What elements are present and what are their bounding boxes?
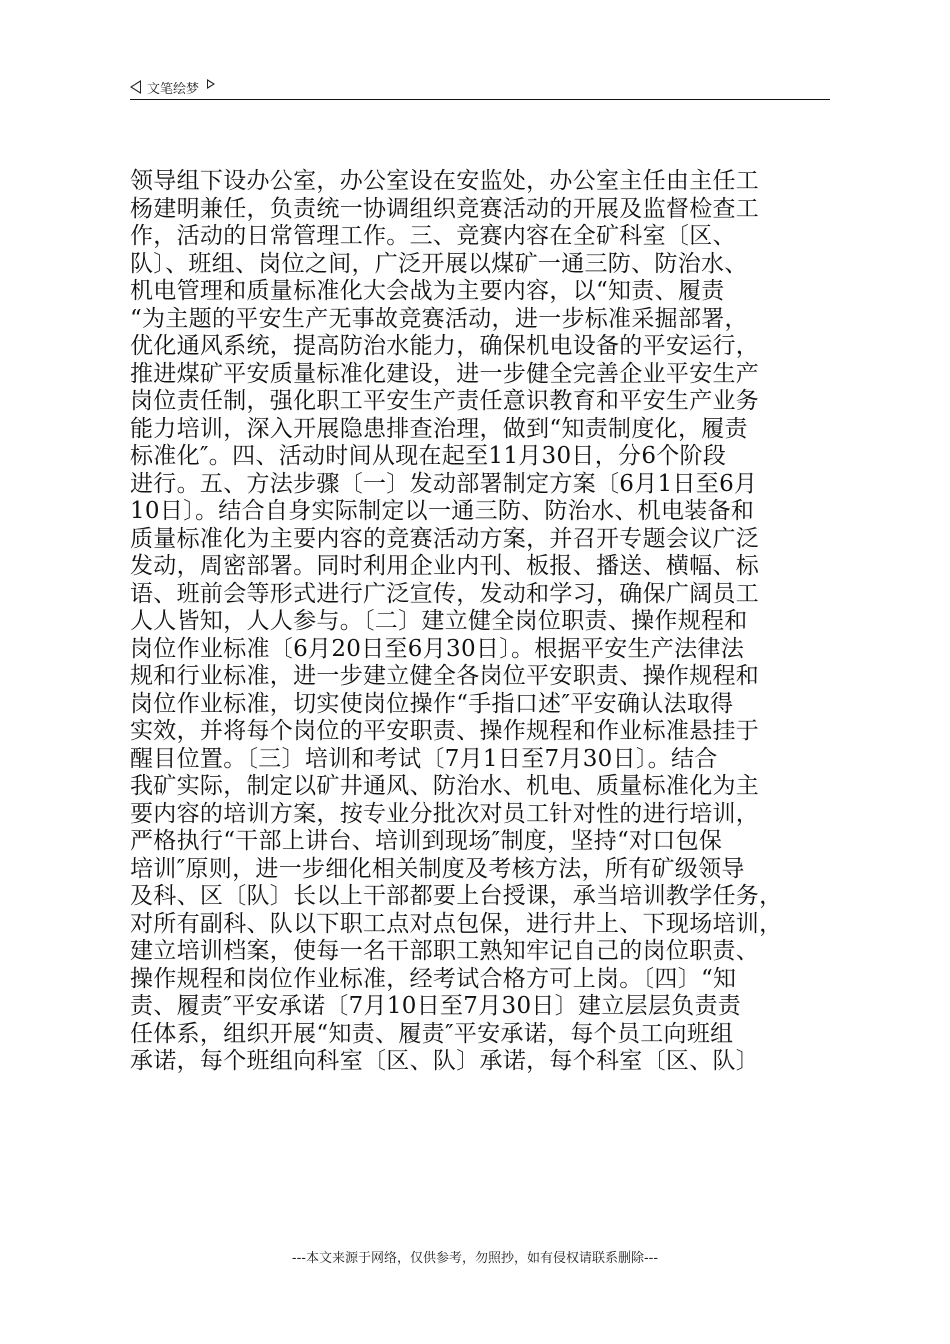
body-text <box>130 168 830 1076</box>
triangle-left-icon <box>130 80 141 94</box>
text-line: “为主题的平安生产无事故竞赛活动，进一步标准采掘部署， <box>130 305 748 332</box>
text-line: 领导组下设办公室，办公室设在安监处，办公室主任由主任工 <box>130 168 760 194</box>
header-title: 文笔绘梦 <box>147 81 200 97</box>
text-line: 严格执行“干部上讲台、培训到现场″制度，坚持“对口包保 <box>130 828 723 854</box>
text-line: 推进煤矿平安质量标准化建设，进一步健全完善企业平安生产 <box>130 360 760 387</box>
text-line: 实效，并将每个岗位的平安职责、操作规程和作业标准悬挂于 <box>130 718 760 744</box>
triangle-right-icon <box>207 79 215 89</box>
text-line: 发动，周密部署。同时利用企业内刊、板报、播送、横幅、标 <box>130 553 760 579</box>
text-line: 杨建明兼任，负责统一协调组织竞赛活动的开展及监督检查工 <box>130 195 760 222</box>
text-line: 责、履责″平安承诺〔7月10日至7月30日〕建立层层负责责 <box>130 993 742 1019</box>
text-line: 岗位作业标准，切实使岗位操作“手指口述″平安确认法取得 <box>130 690 734 717</box>
text-line: 队〕、班组、岗位之间，广泛开展以煤矿一通三防、防治水、 <box>130 250 748 277</box>
text-line: 及科、区〔队〕长以上干部都要上台授课，承当培训教学任务， <box>130 883 783 909</box>
text-line: 能力培训，深入开展隐患排查治理，做到“知责制度化，履责 <box>130 415 748 442</box>
text-line: 质量标准化为主要内容的竞赛活动方案，并召开专题会议广泛 <box>130 525 760 552</box>
text-line: 进行。五、方法步骤〔一〕发动部署制定方案〔6月1日至6月 <box>130 470 758 497</box>
text-line: 要内容的培训方案，按专业分批次对员工针对性的进行培训， <box>130 800 760 827</box>
text-line: 人人皆知，人人参与。〔二〕建立健全岗位职责、操作规程和 <box>130 608 748 634</box>
text-line: 岗位作业标准〔6月20日至6月30日〕。根据平安生产法律法 <box>130 635 744 662</box>
text-line: 语、班前会等形式进行广泛宣传，发动和学习，确保广阔员工 <box>130 580 760 607</box>
text-line: 机电管理和质量标准化大会战为主要内容，以“知责、履责 <box>130 278 725 304</box>
text-line: 岗位责任制，强化职工平安生产责任意识教育和平安生产业务 <box>130 388 760 414</box>
text-line: 培训″原则，进一步细化相关制度及考核方法，所有矿级领导 <box>130 855 745 882</box>
text-line: 建立培训档案，使每一名干部职工熟知牢记自己的岗位职责、 <box>130 938 760 964</box>
text-line: 作，活动的日常管理工作。三、竞赛内容在全矿科室〔区、 <box>130 223 736 249</box>
text-line: 承诺，每个班组向科室〔区、队〕承诺，每个科室〔区、队〕 <box>130 1048 760 1074</box>
header-divider <box>130 99 830 100</box>
page-header <box>130 76 830 98</box>
text-line: 操作规程和岗位作业标准，经考试合格方可上岗。〔四〕“知 <box>130 965 737 992</box>
text-line: 任体系，组织开展“知责、履责″平安承诺，每个员工向班组 <box>130 1020 734 1047</box>
text-line: 10日〕。结合自身实际制定以一通三防、防治水、机电装备和 <box>130 498 755 524</box>
text-line: 优化通风系统，提高防治水能力，确保机电设备的平安运行， <box>130 333 760 359</box>
text-line: 醒目位置。〔三〕培训和考试〔7月1日至7月30日〕。结合 <box>130 745 718 772</box>
page-footer: ---本文来源于网络，仅供参考，勿照抄，如有侵权请联系删除--- <box>291 1251 659 1266</box>
text-line: 我矿实际，制定以矿井通风、防治水、机电、质量标准化为主 <box>130 773 760 799</box>
text-line: 对所有副科、队以下职工点对点包保，进行井上、下现场培训， <box>130 910 783 937</box>
text-line: 标准化″。四、活动时间从现在起至11月30日，分6个阶段 <box>130 443 727 469</box>
text-line: 规和行业标准，进一步建立健全各岗位平安职责、操作规程和 <box>130 663 760 689</box>
